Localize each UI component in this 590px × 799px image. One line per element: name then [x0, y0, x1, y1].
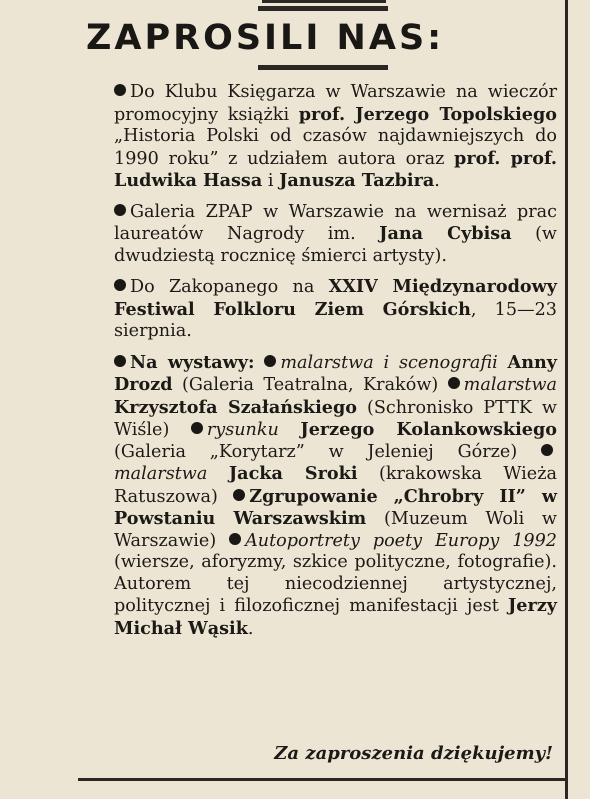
item-name: prof. prof. Ludwika Hassa	[114, 147, 558, 191]
item-text: .	[247, 618, 254, 639]
exhibition-artist: Anny Drozd	[114, 351, 558, 395]
exhibition-title: Autoportrety poety Europy 1992	[245, 530, 557, 551]
list-item	[92, 352, 557, 641]
exhibition-description: (wiersze, aforyzmy, szkice polityczne, fotografie). Autorem tej niecodziennej artystycznej, politycznej i filozoficznej manifestacji jest	[114, 552, 557, 616]
bullet-icon	[229, 533, 241, 545]
exhibition-artist: Jerzego Kolankowskiego	[300, 419, 558, 440]
bullet-icon	[114, 279, 126, 291]
item-intro: Na wystawy:	[130, 351, 255, 373]
exhibition-title: Zgrupowanie „Chrobry II” w Powstaniu Warszawskim	[114, 485, 558, 529]
exhibition-place: (Schronisko PTTK w Wiśle)	[114, 397, 557, 440]
invitations-list	[92, 82, 557, 649]
item-text: i	[262, 171, 280, 191]
item-name: XXIV Międzynarodowy Festiwal Folkloru Ziem Górskich	[114, 276, 557, 320]
bullet-icon	[541, 444, 553, 456]
bottom-rule	[78, 778, 565, 781]
list-item	[92, 276, 557, 343]
exhibition-kind: rysunku	[206, 420, 279, 440]
bullet-icon	[114, 84, 126, 96]
item-text: Galeria ZPAP w Warszawie na wernisaż prac laureatów Nagrody im.	[114, 201, 557, 244]
thanks-note: Za zaproszenia dziękujemy!	[274, 743, 553, 764]
exhibition-place: (krakowska Wieża Ratuszowa)	[114, 464, 557, 507]
bullet-icon	[233, 489, 245, 501]
list-item	[92, 82, 557, 193]
item-text: „Historia Polski od czasów najdawniejszych do 1990 roku” z udziałem autora oraz	[114, 126, 557, 169]
item-text: , 15—23 sierpnia.	[114, 299, 557, 341]
bullet-icon	[448, 377, 460, 389]
exhibition-place: (Muzeum Woli w Warszawie)	[114, 509, 557, 551]
exhibition-artist: Jacka Sroki	[228, 463, 358, 484]
exhibition-artist: Krzysztofa Szałańskiego	[114, 396, 358, 418]
item-text: Do Zakopanego na	[130, 277, 329, 297]
exhibition-kind: malarstwa i scenografii	[280, 352, 498, 373]
item-text: Do Klubu Księgarza w Warszawie na wieczór promocyjny książki	[114, 82, 557, 125]
item-name: Janusza Tazbira	[279, 170, 435, 191]
top-rule	[262, 0, 386, 3]
exhibition-author: Jerzy Michał Wąsik	[114, 595, 557, 639]
list-item	[92, 202, 557, 268]
page-title: ZAPROSILI NAS:	[86, 18, 445, 58]
right-column-rule	[565, 0, 568, 799]
exhibition-kind: malarstwa	[114, 464, 208, 484]
exhibition-place: (Galeria „Korytarz” w Jeleniej Górze)	[114, 441, 518, 462]
exhibition-kind: malarstwa	[463, 375, 558, 395]
item-name: prof. Jerzego Topolskiego	[298, 103, 557, 125]
bullet-icon	[191, 422, 203, 434]
title-rule-bottom	[258, 65, 388, 70]
item-text: (w dwudziestą rocznicę śmierci artysty).	[114, 224, 557, 266]
item-name: Jana Cybisa	[379, 223, 512, 244]
bullet-icon	[114, 355, 126, 367]
exhibition-place: (Galeria Teatralna, Kraków)	[172, 375, 439, 395]
bullet-icon	[114, 204, 126, 216]
item-text: .	[434, 171, 440, 191]
title-rule-top	[258, 6, 388, 11]
bullet-icon	[264, 355, 276, 367]
